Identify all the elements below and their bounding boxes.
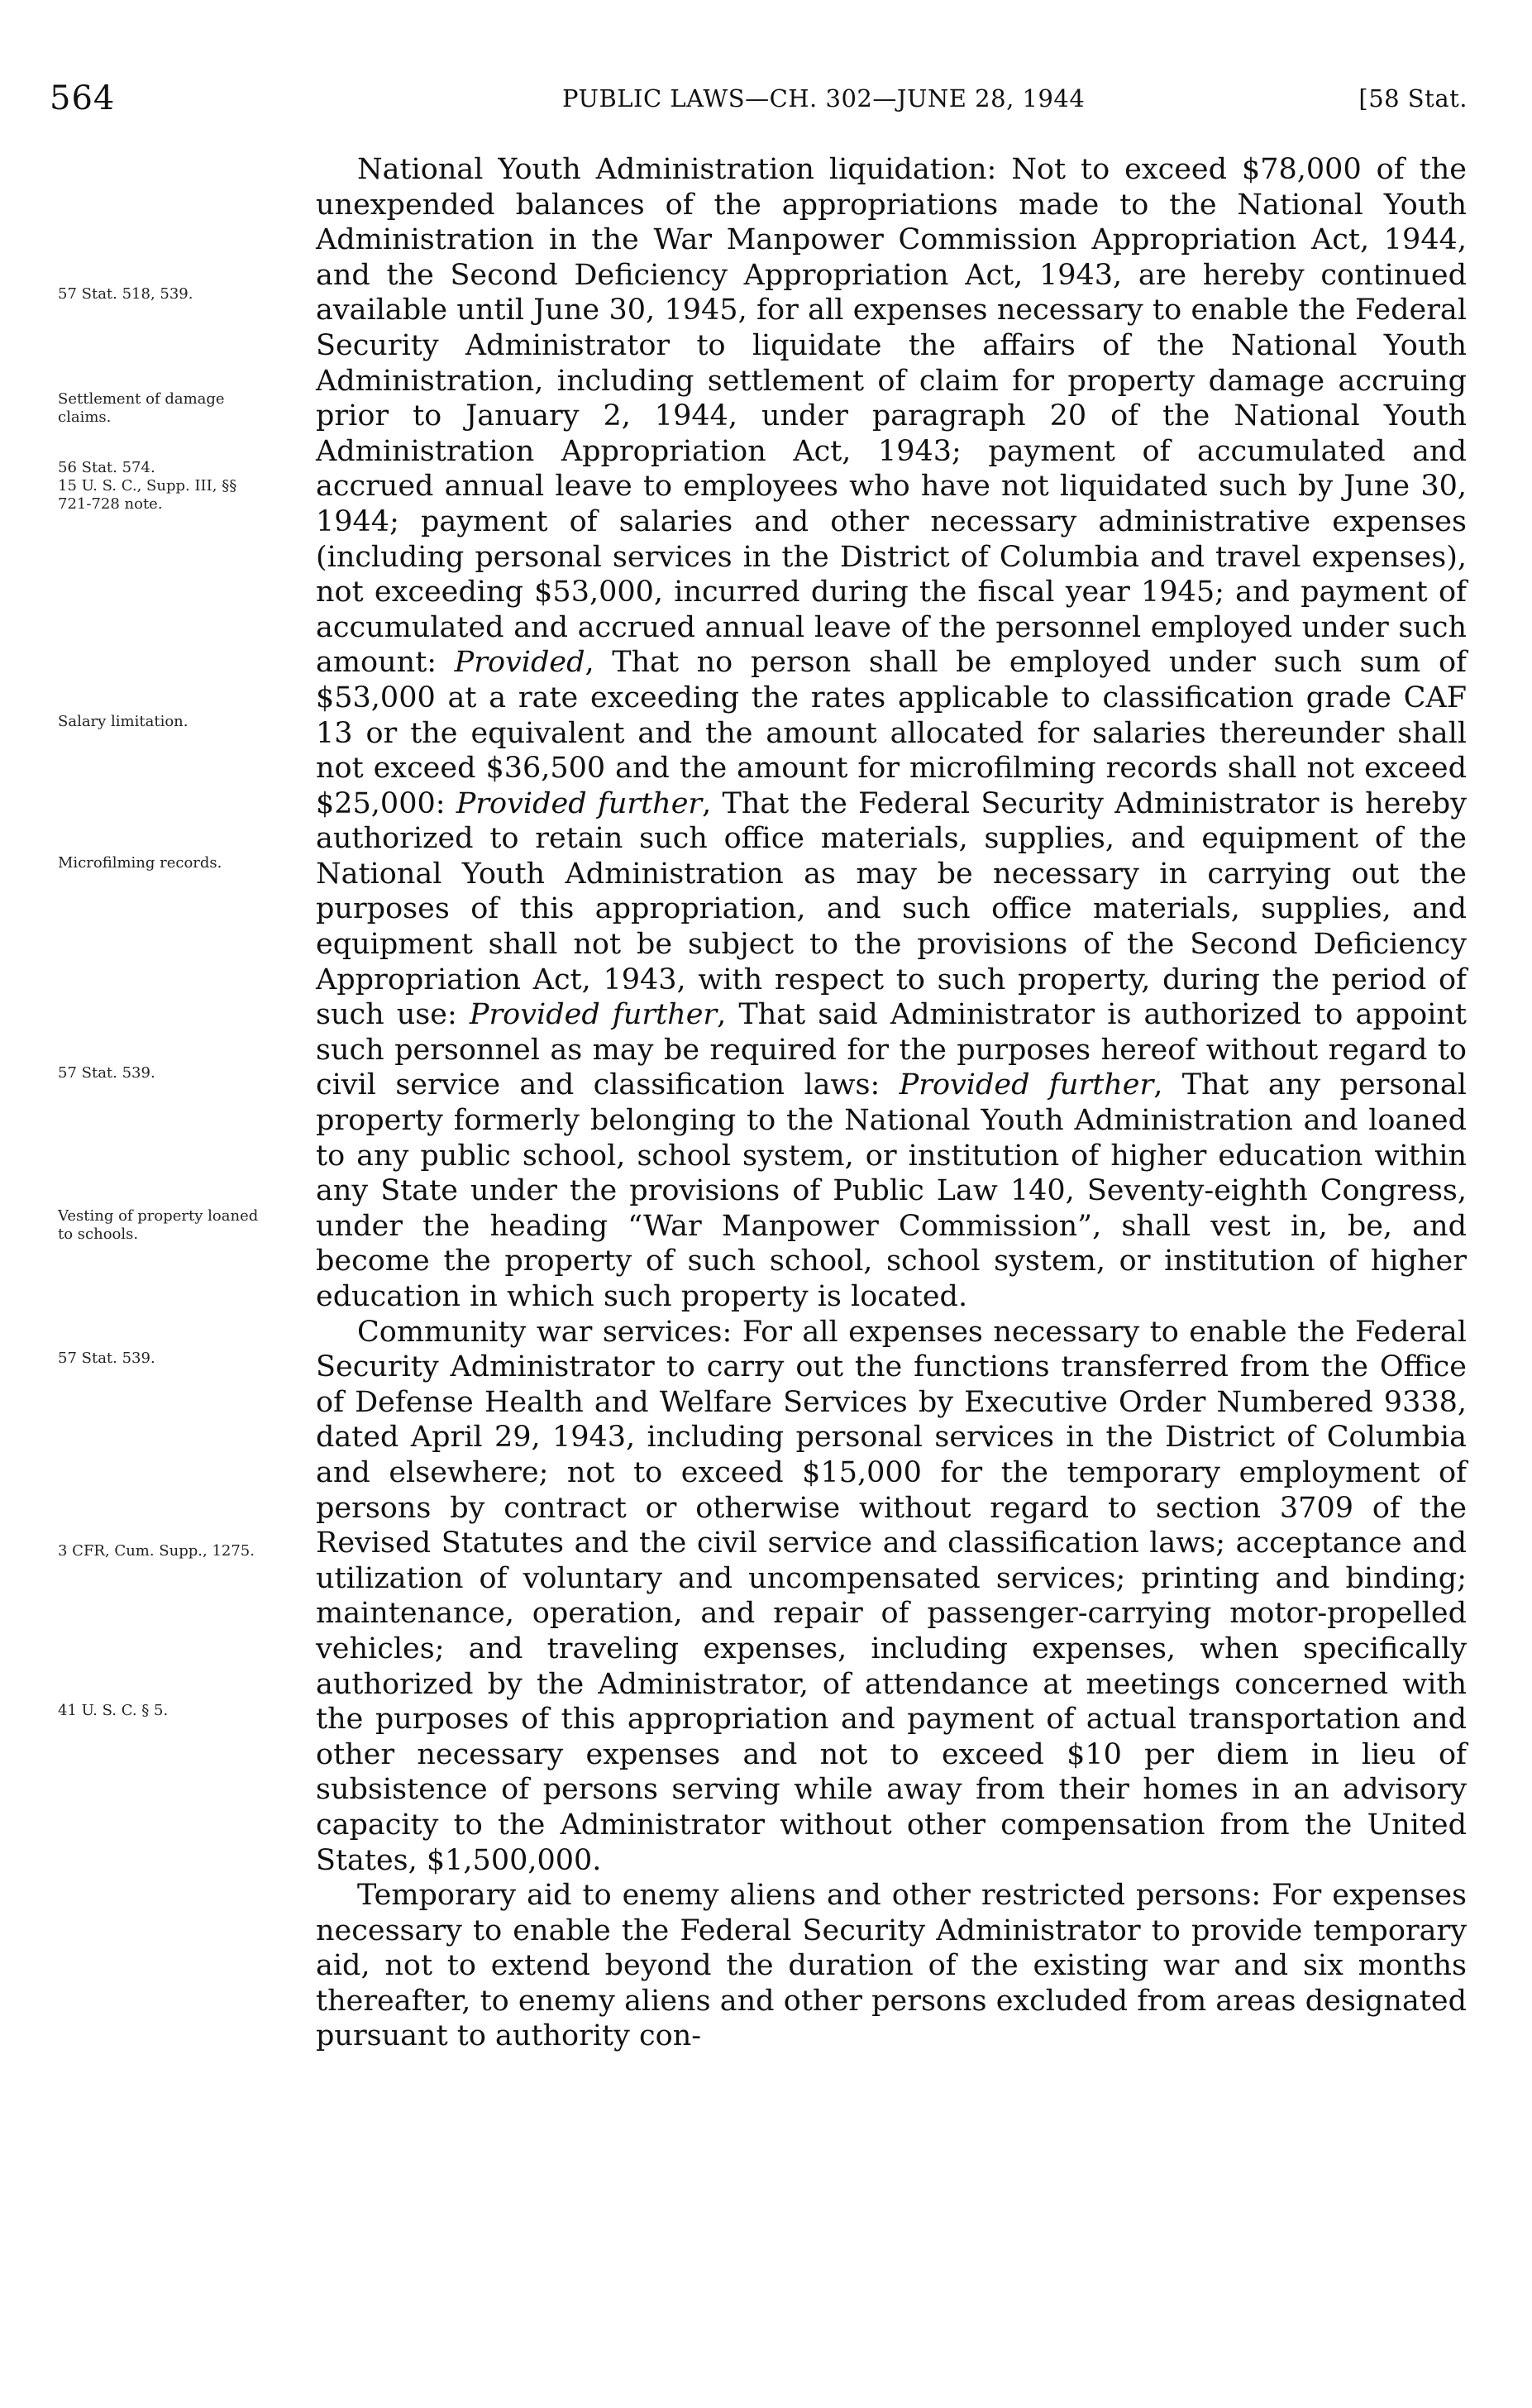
margin-note-56-stat-574: 56 Stat. 574. [58, 459, 155, 476]
volume-reference: [58 Stat. [1358, 84, 1468, 112]
running-head: PUBLIC LAWS—CH. 302—JUNE 28, 1944 [562, 84, 1086, 112]
margin-note-57-stat-518: 57 Stat. 518, 539. [58, 285, 193, 303]
proviso-label: Provided further [899, 1068, 1154, 1102]
page-number: 564 [50, 79, 116, 117]
margin-note-vesting-property: Vesting of property loaned to schools. [58, 1207, 259, 1243]
page-header [50, 79, 1468, 129]
paragraph-temporary-aid: Temporary aid to enemy aliens and other restricted persons: For expenses necessary to enable the Federal Security Administrator to provide temporary aid, not to extend beyond the duration of the existing war and six months thereafter, to enemy aliens and other persons excluded from areas designated pursuant to authority con- [316, 1879, 1467, 2053]
nya-text-b: , That no person shall be employed under such sum of $53,000 at a rate exceeding the rates applicable to classification grade CAF 13 or the equivalent and the amount allocated for salaries thereunder shall not exceed $36,500 and the amount for microfilming records shall not exceed $25,000: [316, 646, 1467, 820]
margin-note-microfilming-records: Microfilming records. [58, 854, 222, 872]
nya-text-c: , That the Federal Security Administrator is hereby authorized to retain such office materials, supplies, and equipment of the National Youth Administration as may be necessary in carrying out the purposes of this appropriation, and such office materials, supplies, and equipment shall not be subject to the provisions of the Second Deficiency Appropriation Act, 1943, with respect to such property, during the period of such use: [316, 786, 1467, 1032]
margin-note-57-stat-539-a: 57 Stat. 539. [58, 1064, 155, 1082]
nya-text-a: National Youth Administration liquidation: Not to exceed $78,000 of the unexpended balances of the appropriations made to the National Youth Administration in the War Manpower Commission Appropriation Act, 1944, and the Second Deficiency Appropriation Act, 1943, are hereby continued available until June 30, 1945, for all expenses necessary to enable the Federal Security Administrator to liquidate the affairs of the National Youth Administration, including settlement of claim for property damage accruing prior to January 2, 1944, under paragraph 20 of the National Youth Administration Appropriation Act, 1943; payment of accumulated and accrued annual leave to employees who have not liquidated such by June 30, 1944; payment of salaries and other necessary administrative expenses (including personal services in the District of Columbia and travel expenses), not exceeding $53,000, incurred during the fiscal year 1945; and payment of accumulated and accrued annual leave of the personnel employed under such amount: [316, 153, 1467, 680]
margin-note-41-usc: 41 U. S. C. § 5. [58, 1702, 169, 1719]
paragraph-community-war-services: Community war services: For all expenses necessary to enable the Federal Security Administrator to carry out the functions transferred from the Office of Defense Health and Welfare Services by Executive Order Numbered 9338, dated April 29, 1943, including personal services in the District of Columbia and elsewhere; not to exceed $15,000 for the temporary employment of persons by contract or otherwise without regard to section 3709 of the Revised Statutes and the civil service and classification laws; acceptance and utilization of voluntary and uncompensated services; printing and binding; maintenance, operation, and repair of passenger-carrying motor-propelled vehicles; and traveling expenses, including expenses, when specifically authorized by the Administrator, of attendance at meetings concerned with the purposes of this appropriation and payment of actual transportation and other necessary expenses and not to exceed $10 per diem in lieu of subsistence of persons serving while away from their homes in an advisory capacity to the Administrator without other compensation from the United States, $1,500,000. [316, 1315, 1467, 1877]
paragraph-nya-liquidation [316, 152, 1467, 1315]
margin-note-salary-limitation: Salary limitation. [58, 713, 189, 730]
nya-text-e: , That any personal property formerly belonging to the National Youth Administration and loaned to any public school, school system, or institution of higher education within any State under the provisions of Public Law 140, Seventy-eighth Congress, under the heading “War Manpower Commission”, shall vest in, be, and become the property of such school, school system, or institution of higher education in which such property is located. [316, 1068, 1467, 1313]
body-text [316, 152, 1467, 2054]
margin-note-3-cfr: 3 CFR, Cum. Supp., 1275. [58, 1542, 255, 1560]
margin-note-settlement-damage-claims: Settlement of damage claims. [58, 390, 225, 426]
margin-note-15-usc: 15 U. S. C., Supp. III, §§ 721-728 note. [58, 477, 237, 513]
nya-text-d: , That said Administrator is authorized to appoint such personnel as may be required for the purposes hereof without regard to civil service and classification laws: [316, 998, 1468, 1102]
margin-note-57-stat-539-b: 57 Stat. 539. [58, 1350, 155, 1367]
proviso-label: Provided further [469, 998, 718, 1032]
proviso-label: Provided further [456, 786, 703, 820]
proviso-label: Provided [454, 646, 585, 680]
